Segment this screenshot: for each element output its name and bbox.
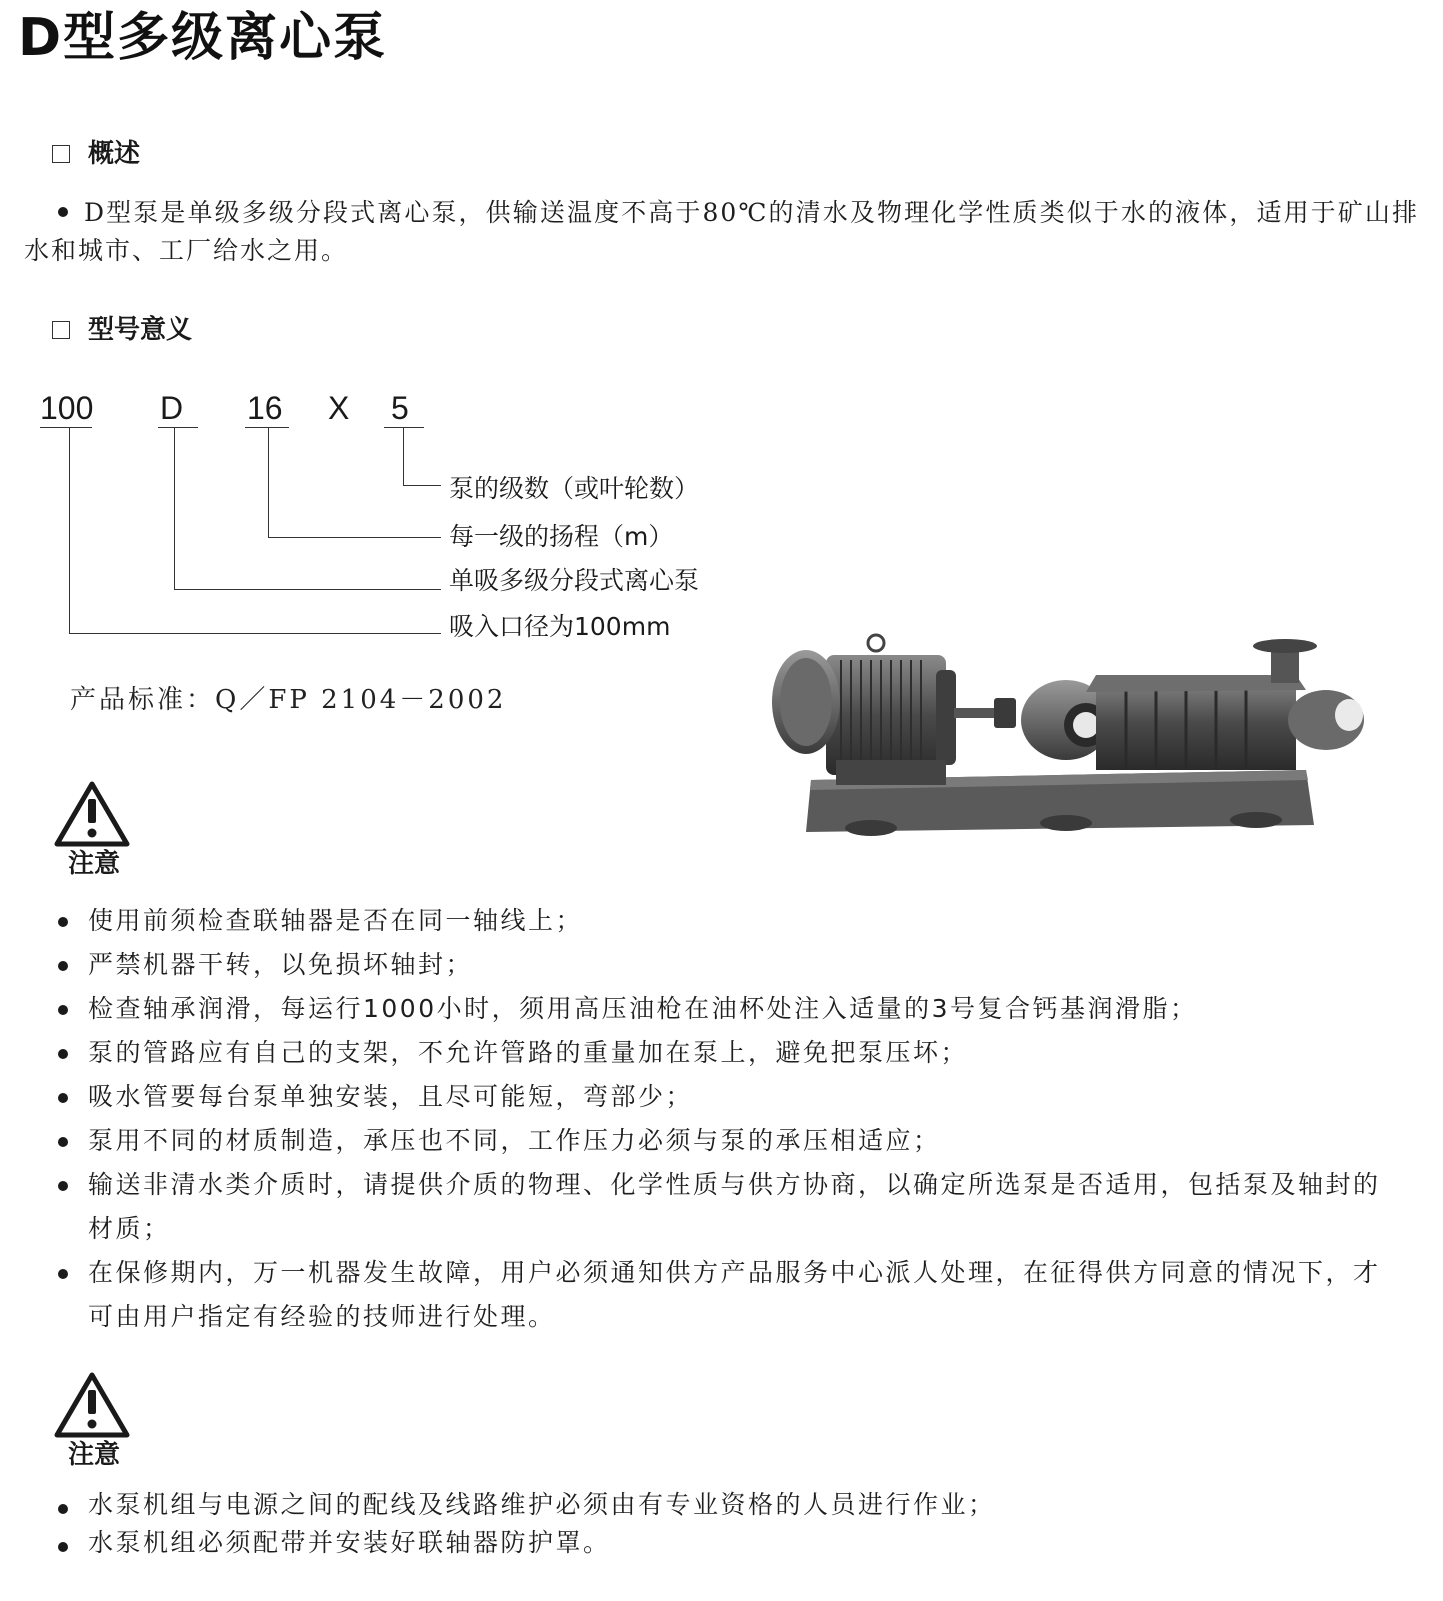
notice-list-2 [56,1486,1386,1562]
code-part-stages: 5 [391,390,409,426]
warning-triangle-icon [54,781,130,847]
pump-image [766,630,1376,845]
meaning-stages: 泵的级数（或叶轮数） [449,474,700,503]
list-item: 泵用不同的材质制造，承压也不同，工作压力必须与泵的承压相适应； [56,1119,1386,1163]
warning-triangle-icon [54,1372,130,1438]
product-standard: 产品标准：Q／FP 2104－2002 [70,685,507,715]
overview-heading: 概述 [88,139,141,169]
underline [158,427,198,428]
page-title: D型多级离心泵 [18,8,388,68]
list-item: 输送非清水类介质时，请提供介质的物理、化学性质与供方协商，以确定所选泵是否适用，包括泵及轴封的材质； [56,1163,1386,1251]
connector-line [174,427,175,589]
code-part-type: D [160,390,184,426]
underline [384,427,424,428]
connector-line [69,633,441,634]
connector-line [268,427,269,537]
list-item: 严禁机器干转，以免损坏轴封； [56,943,1386,987]
list-item: 泵的管路应有自己的支架，不允许管路的重量加在泵上，避免把泵压坏； [56,1031,1386,1075]
warning-block-1 [54,781,134,879]
list-item: 水泵机组必须配带并安装好联轴器防护罩。 [56,1524,1386,1562]
notice-list-1 [56,899,1386,1339]
connector-line [403,485,441,486]
underline [40,427,92,428]
notice-label: 注意 [67,1440,120,1470]
list-item: 检查轴承润滑，每运行1000小时，须用高压油枪在油杯处注入适量的3号复合钙基润滑脂； [56,987,1386,1031]
list-item: 使用前须检查联轴器是否在同一轴线上； [56,899,1386,943]
code-part-x: X [328,390,350,426]
overview-text: D型泵是单级多级分段式离心泵，供输送温度不高于80℃的清水及物理化学性质类似于水的液体，适用于矿山排水和城市、工厂给水之用。 [24,198,1419,265]
model-meaning-heading: 型号意义 [88,315,193,345]
underline [245,427,289,428]
connector-line [403,427,404,485]
model-code-diagram [0,0,760,680]
list-item: 水泵机组与电源之间的配线及线路维护必须由有专业资格的人员进行作业； [56,1486,1386,1524]
list-item: 吸水管要每台泵单独安装，且尽可能短，弯部少； [56,1075,1386,1119]
warning-block-2 [54,1372,134,1470]
connector-line [268,537,441,538]
notice-label: 注意 [67,849,120,879]
connector-line [174,589,441,590]
list-item: 在保修期内，万一机器发生故障，用户必须通知供方产品服务中心派人处理，在征得供方同意的情况下，才可由用户指定有经验的技师进行处理。 [56,1251,1386,1339]
connector-line [69,427,70,633]
meaning-caliber: 吸入口径为100mm [449,612,671,641]
meaning-type: 单吸多级分段式离心泵 [449,566,700,595]
code-part-caliber: 100 [40,390,94,426]
meaning-head: 每一级的扬程（m） [449,522,674,551]
code-part-head: 16 [247,390,283,426]
